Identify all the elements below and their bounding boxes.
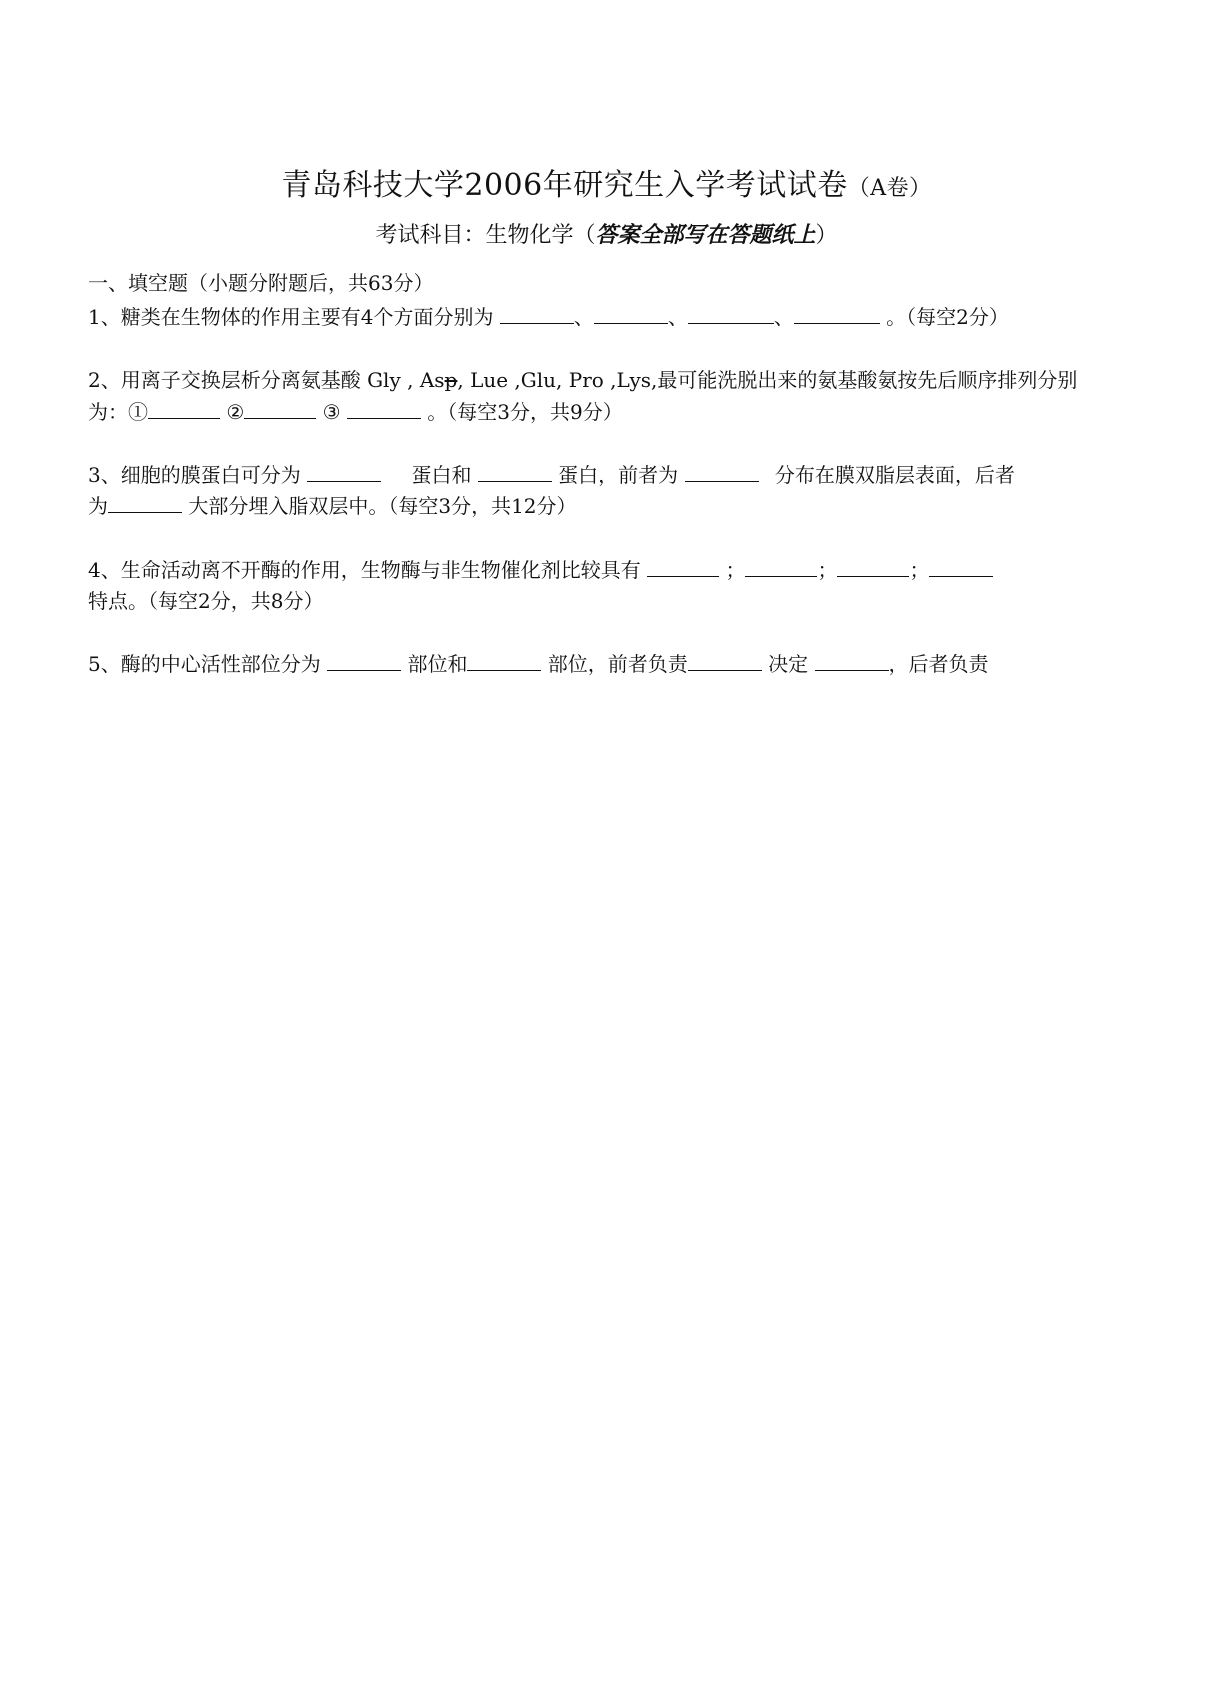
q4-separator: ； <box>909 558 930 582</box>
answer-blank <box>745 556 817 577</box>
q2-struck-letter: p <box>444 368 458 392</box>
q5-text: 5、酶的中心活性部位分为 <box>88 652 328 676</box>
q2-lead: 为：① <box>88 400 148 424</box>
subject-close: ） <box>815 223 838 248</box>
q4-points: 特点。（每空2分，共8分） <box>88 589 324 613</box>
q4-text: 4、生命活动离不开酶的作用，生物酶与非生物催化剂比较具有 <box>88 558 648 582</box>
answer-blank <box>594 303 668 324</box>
answer-blank <box>794 303 880 324</box>
q1-separator: 、 <box>773 305 794 329</box>
q1-separator: 、 <box>667 305 688 329</box>
q5-text-b: 部位和 <box>401 652 468 676</box>
answer-blank <box>688 650 762 671</box>
question-2-line-2 <box>88 398 623 425</box>
exam-title-suffix: （A卷） <box>847 176 932 201</box>
question-5 <box>88 650 989 677</box>
q5-text-e: ，后者负责 <box>888 652 989 676</box>
answer-blank <box>688 303 774 324</box>
answer-blank <box>307 461 381 482</box>
q2-points: 。（每空3分，共9分） <box>420 400 623 424</box>
question-1 <box>88 303 1009 330</box>
q5-text-d: 决定 <box>761 652 815 676</box>
q3-points: 大部分埋入脂双层中。（每空3分，共12分） <box>182 494 577 518</box>
question-4-line-2 <box>88 588 323 614</box>
answer-blank <box>647 556 719 577</box>
q2-text-cont: , Lue ,Glu, Pro ,Lys,最可能洗脱出来的氨基酸氨按先后顺序排列分别 <box>457 368 1078 392</box>
answer-blank <box>815 650 889 671</box>
q1-separator: 、 <box>573 305 594 329</box>
question-2-line-1 <box>88 367 1077 393</box>
answer-blank <box>108 492 182 513</box>
q4-separator: ； <box>719 558 746 582</box>
exam-title-main: 青岛科技大学2006年研究生入学考试试卷 <box>281 168 848 203</box>
answer-blank <box>244 398 316 419</box>
q2-marker-3: ③ <box>316 400 347 424</box>
q3-text: 3、细胞的膜蛋白可分为 <box>88 463 308 487</box>
q2-text: 2、用离子交换层析分离氨基酸 Gly , As <box>88 368 445 392</box>
q3-text-d: 分布在膜双脂层表面，后者 <box>768 463 1015 487</box>
q2-marker-2: ② <box>220 400 245 424</box>
exam-title <box>0 160 1213 204</box>
question-4-line-1 <box>88 556 993 583</box>
answer-blank <box>148 398 220 419</box>
q1-text: 1、糖类在生物体的作用主要有4个方面分别为 <box>88 305 500 329</box>
section-heading <box>88 270 433 296</box>
answer-blank <box>500 303 574 324</box>
answer-blank <box>467 650 541 671</box>
question-3-line-1 <box>88 461 1015 488</box>
subject-prefix: 考试科目：生物化学（ <box>375 223 596 248</box>
question-3-line-2 <box>88 492 577 519</box>
q3-text-e: 为 <box>88 494 108 518</box>
answer-blank <box>478 461 552 482</box>
q4-separator: ； <box>817 558 838 582</box>
answer-blank <box>837 556 909 577</box>
answer-blank <box>929 556 993 577</box>
q3-text-c: 蛋白，前者为 <box>551 463 685 487</box>
answer-blank <box>327 650 401 671</box>
section-heading-text: 一、填空题（小题分附题后，共63分） <box>88 271 434 295</box>
subject-emphasis: 答案全部写在答题纸上 <box>595 222 816 248</box>
q3-text-b: 蛋白和 <box>405 463 478 487</box>
answer-blank <box>347 398 421 419</box>
q1-points: 。（每空2分） <box>879 305 1009 329</box>
q5-text-c: 部位，前者负责 <box>541 652 688 676</box>
answer-blank <box>685 461 759 482</box>
exam-subject <box>0 218 1213 249</box>
